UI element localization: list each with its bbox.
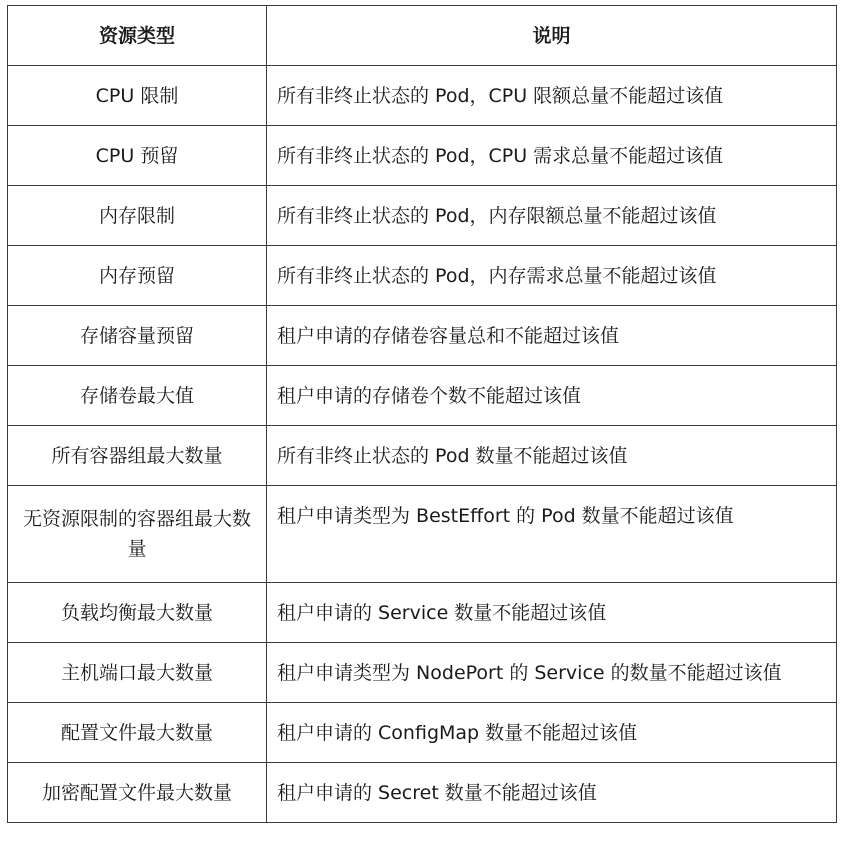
resource-quota-table <box>7 5 837 823</box>
table-row <box>8 186 837 246</box>
resource-type-cell: 内存限制 <box>8 186 267 246</box>
description-cell: 租户申请的 Secret 数量不能超过该值 <box>267 763 837 823</box>
table-row <box>8 426 837 486</box>
description-cell: 租户申请类型为 BestEffort 的 Pod 数量不能超过该值 <box>267 486 837 583</box>
header-description: 说明 <box>267 6 837 66</box>
table-row <box>8 126 837 186</box>
resource-type-cell: 无资源限制的容器组最大数量 <box>8 486 267 583</box>
resource-type-cell: CPU 预留 <box>8 126 267 186</box>
table-row <box>8 306 837 366</box>
resource-type-cell: 存储卷最大值 <box>8 366 267 426</box>
resource-type-cell: 加密配置文件最大数量 <box>8 763 267 823</box>
table-row <box>8 486 837 583</box>
resource-type-cell: 配置文件最大数量 <box>8 703 267 763</box>
resource-type-cell: 所有容器组最大数量 <box>8 426 267 486</box>
table-row <box>8 246 837 306</box>
table-row <box>8 643 837 703</box>
header-resource-type: 资源类型 <box>8 6 267 66</box>
resource-type-cell: CPU 限制 <box>8 66 267 126</box>
table-header-row <box>8 6 837 66</box>
description-cell: 租户申请的存储卷个数不能超过该值 <box>267 366 837 426</box>
description-cell: 租户申请的 Service 数量不能超过该值 <box>267 583 837 643</box>
description-cell: 所有非终止状态的 Pod，内存限额总量不能超过该值 <box>267 186 837 246</box>
table-row <box>8 703 837 763</box>
description-cell: 所有非终止状态的 Pod，CPU 需求总量不能超过该值 <box>267 126 837 186</box>
resource-type-cell: 存储容量预留 <box>8 306 267 366</box>
description-cell: 所有非终止状态的 Pod 数量不能超过该值 <box>267 426 837 486</box>
description-cell: 租户申请的 ConfigMap 数量不能超过该值 <box>267 703 837 763</box>
table-row <box>8 366 837 426</box>
table-row <box>8 763 837 823</box>
resource-type-cell: 内存预留 <box>8 246 267 306</box>
table-row <box>8 583 837 643</box>
description-cell: 所有非终止状态的 Pod，CPU 限额总量不能超过该值 <box>267 66 837 126</box>
resource-type-cell: 负载均衡最大数量 <box>8 583 267 643</box>
description-cell: 所有非终止状态的 Pod，内存需求总量不能超过该值 <box>267 246 837 306</box>
description-cell: 租户申请类型为 NodePort 的 Service 的数量不能超过该值 <box>267 643 837 703</box>
resource-type-cell: 主机端口最大数量 <box>8 643 267 703</box>
table-row <box>8 66 837 126</box>
description-cell: 租户申请的存储卷容量总和不能超过该值 <box>267 306 837 366</box>
